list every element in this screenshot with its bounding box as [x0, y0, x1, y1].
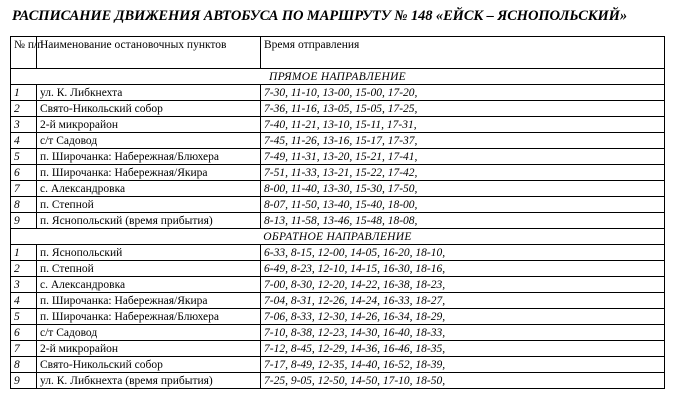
departure-times: 7-17, 8-49, 12-35, 14-40, 16-52, 18-39,	[261, 357, 665, 373]
header-time: Время отправления	[261, 37, 665, 69]
departure-times: 7-25, 9-05, 12-50, 14-50, 17-10, 18-50,	[261, 373, 665, 389]
row-number: 7	[11, 181, 37, 197]
table-row	[11, 373, 665, 389]
departure-times: 7-45, 11-26, 13-16, 15-17, 17-37,	[261, 133, 665, 149]
table-row	[11, 101, 665, 117]
departure-times: 8-00, 11-40, 13-30, 15-30, 17-50,	[261, 181, 665, 197]
departure-times: 8-13, 11-58, 13-46, 15-48, 18-08,	[261, 213, 665, 229]
stop-name: Свято-Никольский собор	[37, 101, 261, 117]
stop-name: п. Степной	[37, 197, 261, 213]
row-number: 1	[11, 85, 37, 101]
departure-times: 7-30, 11-10, 13-00, 15-00, 17-20,	[261, 85, 665, 101]
stop-name: Свято-Никольский собор	[37, 357, 261, 373]
departure-times: 7-10, 8-38, 12-23, 14-30, 16-40, 18-33,	[261, 325, 665, 341]
row-number: 6	[11, 165, 37, 181]
stop-name: с. Александровка	[37, 277, 261, 293]
departure-times: 8-07, 11-50, 13-40, 15-40, 18-00,	[261, 197, 665, 213]
stop-name: 2-й микрорайон	[37, 341, 261, 357]
row-number: 8	[11, 357, 37, 373]
table-row	[11, 149, 665, 165]
table-row	[11, 85, 665, 101]
table-row	[11, 245, 665, 261]
table-row	[11, 309, 665, 325]
table-row	[11, 165, 665, 181]
departure-times: 6-33, 8-15, 12-00, 14-05, 16-20, 18-10,	[261, 245, 665, 261]
table-header-row	[11, 37, 665, 69]
departure-times: 7-49, 11-31, 13-20, 15-21, 17-41,	[261, 149, 665, 165]
row-number: 5	[11, 309, 37, 325]
row-number: 2	[11, 261, 37, 277]
row-number: 9	[11, 213, 37, 229]
stop-name: ул. К. Либкнехта (время прибытия)	[37, 373, 261, 389]
departure-times: 6-49, 8-23, 12-10, 14-15, 16-30, 18-16,	[261, 261, 665, 277]
stop-name: с/т Садовод	[37, 133, 261, 149]
departure-times: 7-51, 11-33, 13-21, 15-22, 17-42,	[261, 165, 665, 181]
table-row	[11, 325, 665, 341]
stop-name: с. Александровка	[37, 181, 261, 197]
table-row	[11, 261, 665, 277]
stop-name: п. Широчанка: Набережная/Блюхера	[37, 149, 261, 165]
stop-name: п. Широчанка: Набережная/Якира	[37, 293, 261, 309]
row-number: 3	[11, 117, 37, 133]
table-row	[11, 341, 665, 357]
stop-name: ул. К. Либкнехта	[37, 85, 261, 101]
table-row	[11, 357, 665, 373]
departure-times: 7-06, 8-33, 12-30, 14-26, 16-34, 18-29,	[261, 309, 665, 325]
table-row	[11, 181, 665, 197]
departure-times: 7-36, 11-16, 13-05, 15-05, 17-25,	[261, 101, 665, 117]
document-title: РАСПИСАНИЕ ДВИЖЕНИЯ АВТОБУСА ПО МАРШРУТУ № 148 «ЕЙСК – ЯСНОПОЛЬСКИЙ»	[12, 8, 628, 24]
stop-name: с/т Садовод	[37, 325, 261, 341]
row-number: 1	[11, 245, 37, 261]
table-row	[11, 197, 665, 213]
header-stop: Наименование остановочных пунктов	[37, 37, 261, 69]
schedule-body	[11, 69, 665, 389]
departure-times: 7-12, 8-45, 12-29, 14-36, 16-46, 18-35,	[261, 341, 665, 357]
section-title: ПРЯМОЕ НАПРАВЛЕНИЕ	[11, 69, 665, 85]
section-title: ОБРАТНОЕ НАПРАВЛЕНИЕ	[11, 229, 665, 245]
stop-name: п. Степной	[37, 261, 261, 277]
row-number: 9	[11, 373, 37, 389]
row-number: 4	[11, 133, 37, 149]
row-number: 7	[11, 341, 37, 357]
row-number: 8	[11, 197, 37, 213]
table-row	[11, 277, 665, 293]
table-row	[11, 293, 665, 309]
table-row	[11, 133, 665, 149]
stop-name: п. Широчанка: Набережная/Якира	[37, 165, 261, 181]
departure-times: 7-04, 8-31, 12-26, 14-24, 16-33, 18-27,	[261, 293, 665, 309]
section-header-row	[11, 69, 665, 85]
schedule-table	[10, 36, 665, 389]
stop-name: 2-й микрорайон	[37, 117, 261, 133]
row-number: 2	[11, 101, 37, 117]
departure-times: 7-40, 11-21, 13-10, 15-11, 17-31,	[261, 117, 665, 133]
stop-name: п. Широчанка: Набережная/Блюхера	[37, 309, 261, 325]
row-number: 5	[11, 149, 37, 165]
header-num: № п/п	[11, 37, 37, 69]
row-number: 4	[11, 293, 37, 309]
row-number: 3	[11, 277, 37, 293]
departure-times: 7-00, 8-30, 12-20, 14-22, 16-38, 18-23,	[261, 277, 665, 293]
stop-name: п. Яснопольский	[37, 245, 261, 261]
table-row	[11, 213, 665, 229]
section-header-row	[11, 229, 665, 245]
table-row	[11, 117, 665, 133]
row-number: 6	[11, 325, 37, 341]
stop-name: п. Яснопольский (время прибытия)	[37, 213, 261, 229]
